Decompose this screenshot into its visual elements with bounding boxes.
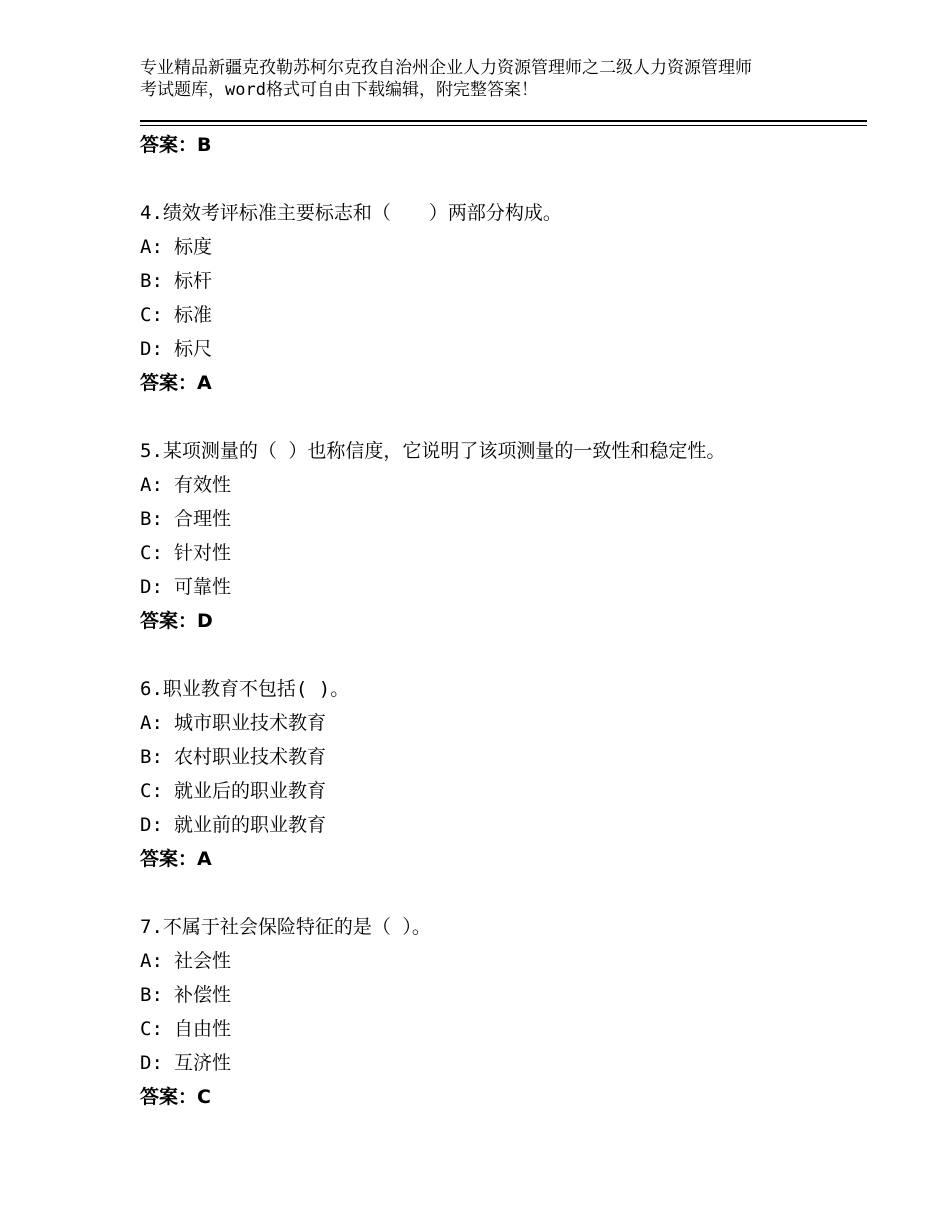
question-list [140, 128, 860, 1114]
option-text: 城市职业技术教育 [174, 712, 327, 734]
spacer [140, 876, 860, 910]
option-letter: A: [140, 950, 163, 972]
option-letter: B: [140, 984, 163, 1006]
option-letter: C: [140, 304, 163, 326]
option-a [140, 468, 860, 502]
option-letter: A: [140, 712, 163, 734]
question-block-6 [140, 672, 860, 876]
option-letter: C: [140, 780, 163, 802]
question-stem: 7.不属于社会保险特征的是（ ）。 [140, 916, 431, 938]
option-text: 合理性 [174, 508, 232, 530]
option-c [140, 774, 860, 808]
question-block-4 [140, 196, 860, 400]
spacer [140, 400, 860, 434]
option-c [140, 1012, 860, 1046]
answer-q4: 答案：A [140, 372, 212, 394]
question-stem: 5.某项测量的（ ）也称信度，它说明了该项测量的一致性和稳定性。 [140, 440, 726, 462]
option-d [140, 808, 860, 842]
option-b [140, 978, 860, 1012]
option-letter: C: [140, 1018, 163, 1040]
option-letter: B: [140, 508, 163, 530]
header-title-line-2: 考试题库，word格式可自由下载编辑，附完整答案！ [140, 80, 538, 100]
option-text: 就业前的职业教育 [174, 814, 327, 836]
option-d [140, 1046, 860, 1080]
option-text: 标度 [174, 236, 213, 258]
option-d [140, 332, 860, 366]
question-block-7 [140, 910, 860, 1114]
option-a [140, 706, 860, 740]
header-divider-thin [140, 125, 867, 126]
option-text: 农村职业技术教育 [174, 746, 327, 768]
header-divider-thick [140, 120, 867, 122]
option-letter: D: [140, 576, 163, 598]
answer-q7: 答案：C [140, 1086, 211, 1108]
page-header [140, 57, 840, 101]
option-a [140, 230, 860, 264]
option-text: 自由性 [174, 1018, 232, 1040]
option-letter: D: [140, 814, 163, 836]
header-title-line-1: 专业精品新疆克孜勒苏柯尔克孜自治州企业人力资源管理师之二级人力资源管理师 [140, 58, 752, 78]
answer-q6: 答案：A [140, 848, 212, 870]
answer-q5: 答案：D [140, 610, 213, 632]
option-b [140, 740, 860, 774]
option-c [140, 298, 860, 332]
option-text: 针对性 [174, 542, 232, 564]
option-text: 就业后的职业教育 [174, 780, 327, 802]
option-letter: D: [140, 338, 163, 360]
question-stem: 6.职业教育不包括( )。 [140, 678, 350, 700]
option-letter: A: [140, 236, 163, 258]
option-c [140, 536, 860, 570]
question-stem: 4.绩效考评标准主要标志和（ ）两部分构成。 [140, 202, 562, 224]
option-letter: B: [140, 270, 163, 292]
option-text: 补偿性 [174, 984, 232, 1006]
option-letter: C: [140, 542, 163, 564]
option-text: 社会性 [174, 950, 232, 972]
option-b [140, 502, 860, 536]
option-d [140, 570, 860, 604]
option-text: 可靠性 [174, 576, 232, 598]
answer-q3: 答案：B [140, 134, 212, 156]
option-text: 标尺 [174, 338, 213, 360]
option-letter: B: [140, 746, 163, 768]
question-block-5 [140, 434, 860, 638]
option-letter: A: [140, 474, 163, 496]
option-text: 标准 [174, 304, 213, 326]
option-text: 标杆 [174, 270, 213, 292]
option-text: 互济性 [174, 1052, 232, 1074]
spacer [140, 638, 860, 672]
spacer [140, 162, 860, 196]
option-text: 有效性 [174, 474, 232, 496]
option-letter: D: [140, 1052, 163, 1074]
option-a [140, 944, 860, 978]
option-b [140, 264, 860, 298]
